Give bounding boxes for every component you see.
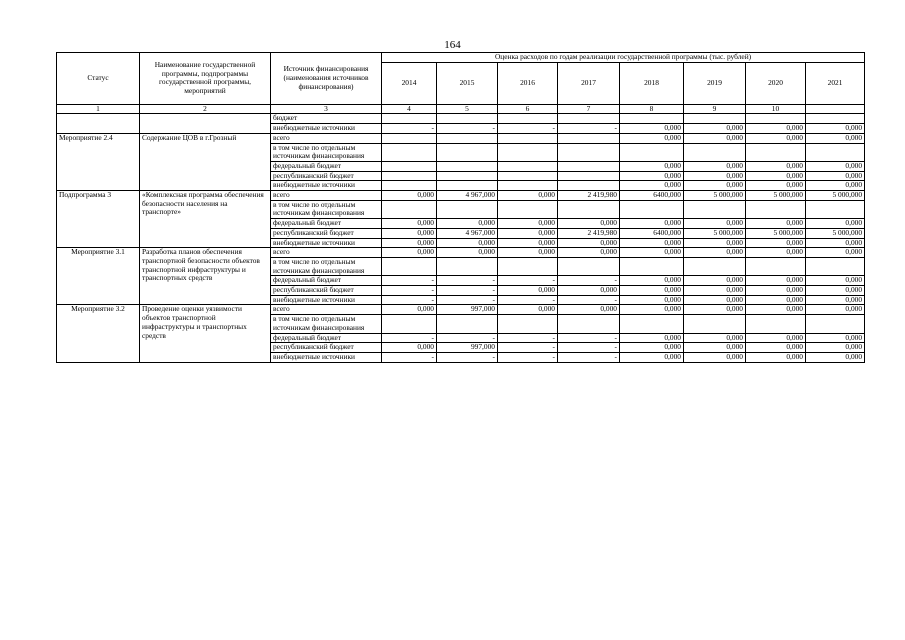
value-cell: [382, 200, 437, 218]
value-cell: 0,000: [382, 305, 437, 315]
source-cell: внебюджетные источники: [271, 352, 382, 362]
value-cell: 0,000: [806, 248, 865, 258]
column-index: 7: [558, 104, 620, 114]
value-cell: 0,000: [806, 181, 865, 191]
value-cell: 0,000: [806, 238, 865, 248]
status-cell: Подпрограмма 3: [57, 191, 140, 248]
column-index: 2: [140, 104, 271, 114]
value-cell: [558, 161, 620, 171]
status-cell: [57, 114, 140, 133]
value-cell: 0,000: [684, 286, 746, 296]
value-cell: [558, 143, 620, 161]
value-cell: [382, 133, 437, 143]
source-cell: внебюджетные источники: [271, 181, 382, 191]
value-cell: 0,000: [806, 333, 865, 343]
value-cell: 0,000: [382, 248, 437, 258]
value-cell: 0,000: [620, 171, 684, 181]
value-cell: -: [558, 295, 620, 305]
value-cell: 0,000: [746, 238, 806, 248]
value-cell: 6400,000: [620, 228, 684, 238]
value-cell: 2 419,980: [558, 228, 620, 238]
value-cell: 0,000: [620, 161, 684, 171]
value-cell: 0,000: [746, 343, 806, 353]
value-cell: [558, 114, 620, 124]
value-cell: 2 419,980: [558, 191, 620, 201]
value-cell: 5 000,000: [684, 228, 746, 238]
value-cell: 0,000: [746, 219, 806, 229]
value-cell: 5 000,000: [806, 228, 865, 238]
value-cell: -: [437, 295, 498, 305]
value-cell: -: [498, 276, 558, 286]
value-cell: 0,000: [498, 191, 558, 201]
source-cell: федеральный бюджет: [271, 219, 382, 229]
value-cell: -: [382, 286, 437, 296]
value-cell: -: [382, 276, 437, 286]
value-cell: [382, 181, 437, 191]
value-cell: [558, 181, 620, 191]
header-estimate: Оценка расходов по годам реализации государственной программы (тыс. рублей): [382, 53, 865, 63]
value-cell: [620, 257, 684, 275]
source-cell: республиканский бюджет: [271, 171, 382, 181]
value-cell: 0,000: [498, 286, 558, 296]
value-cell: [498, 315, 558, 333]
value-cell: 0,000: [382, 219, 437, 229]
table-body: [57, 114, 865, 362]
value-cell: [498, 114, 558, 124]
column-index: 6: [498, 104, 558, 114]
header-year: 2015: [437, 62, 498, 104]
source-cell: всего: [271, 305, 382, 315]
value-cell: [382, 161, 437, 171]
value-cell: 0,000: [437, 248, 498, 258]
source-cell: внебюджетные источники: [271, 238, 382, 248]
value-cell: 0,000: [382, 343, 437, 353]
value-cell: [437, 200, 498, 218]
value-cell: 0,000: [558, 305, 620, 315]
table-row: [57, 305, 865, 315]
value-cell: 0,000: [746, 161, 806, 171]
value-cell: -: [558, 352, 620, 362]
value-cell: 0,000: [746, 333, 806, 343]
value-cell: [558, 257, 620, 275]
value-cell: 0,000: [684, 352, 746, 362]
column-index: 9: [684, 104, 746, 114]
value-cell: 0,000: [806, 295, 865, 305]
value-cell: [684, 315, 746, 333]
header-name: Наименование государственной программы, подпрограммы государственной программы, мероприятий: [140, 53, 271, 105]
value-cell: 0,000: [684, 171, 746, 181]
value-cell: 0,000: [746, 124, 806, 134]
value-cell: 5 000,000: [746, 228, 806, 238]
value-cell: [806, 114, 865, 124]
value-cell: 0,000: [382, 238, 437, 248]
page-number: 164: [444, 39, 461, 51]
value-cell: [684, 143, 746, 161]
value-cell: [437, 315, 498, 333]
value-cell: -: [498, 343, 558, 353]
value-cell: 0,000: [746, 133, 806, 143]
value-cell: 0,000: [620, 276, 684, 286]
value-cell: [558, 200, 620, 218]
table-row: [57, 114, 865, 124]
value-cell: 0,000: [746, 171, 806, 181]
value-cell: 0,000: [684, 181, 746, 191]
value-cell: 0,000: [620, 181, 684, 191]
value-cell: 0,000: [746, 305, 806, 315]
value-cell: 997,000: [437, 343, 498, 353]
value-cell: -: [558, 124, 620, 134]
value-cell: [498, 161, 558, 171]
value-cell: -: [558, 343, 620, 353]
source-cell: республиканский бюджет: [271, 286, 382, 296]
value-cell: 0,000: [620, 343, 684, 353]
column-index: 1: [57, 104, 140, 114]
header-year: 2021: [806, 62, 865, 104]
value-cell: 0,000: [558, 286, 620, 296]
name-cell: Проведение оценки уязвимости объектов транспортной инфраструктуры и транспортных средств: [140, 305, 271, 362]
value-cell: 0,000: [437, 219, 498, 229]
value-cell: 0,000: [684, 133, 746, 143]
value-cell: 0,000: [806, 286, 865, 296]
value-cell: 0,000: [746, 295, 806, 305]
value-cell: 0,000: [806, 171, 865, 181]
value-cell: [382, 171, 437, 181]
source-cell: в том числе по отдельным источникам финансирования: [271, 315, 382, 333]
header-year: 2014: [382, 62, 437, 104]
value-cell: [437, 114, 498, 124]
value-cell: 0,000: [558, 219, 620, 229]
value-cell: [806, 315, 865, 333]
value-cell: [620, 315, 684, 333]
value-cell: 0,000: [746, 352, 806, 362]
source-cell: всего: [271, 191, 382, 201]
value-cell: 0,000: [684, 333, 746, 343]
value-cell: [382, 143, 437, 161]
value-cell: 0,000: [620, 333, 684, 343]
value-cell: 0,000: [382, 191, 437, 201]
value-cell: 0,000: [498, 305, 558, 315]
value-cell: -: [498, 295, 558, 305]
value-cell: [684, 257, 746, 275]
value-cell: 0,000: [437, 238, 498, 248]
value-cell: 5 000,000: [746, 191, 806, 201]
value-cell: [746, 114, 806, 124]
source-cell: в том числе по отдельным источникам финансирования: [271, 257, 382, 275]
value-cell: 0,000: [498, 238, 558, 248]
value-cell: [382, 315, 437, 333]
source-cell: федеральный бюджет: [271, 333, 382, 343]
value-cell: 0,000: [498, 248, 558, 258]
header-status: Статус: [57, 53, 140, 105]
value-cell: 0,000: [684, 248, 746, 258]
value-cell: 0,000: [620, 133, 684, 143]
value-cell: [558, 133, 620, 143]
source-cell: всего: [271, 133, 382, 143]
header-year: 2016: [498, 62, 558, 104]
value-cell: [498, 143, 558, 161]
value-cell: 0,000: [382, 228, 437, 238]
value-cell: 0,000: [558, 248, 620, 258]
value-cell: 0,000: [746, 248, 806, 258]
value-cell: 0,000: [620, 248, 684, 258]
value-cell: 0,000: [684, 124, 746, 134]
value-cell: [746, 200, 806, 218]
column-index: 4: [382, 104, 437, 114]
value-cell: 0,000: [684, 305, 746, 315]
value-cell: [498, 257, 558, 275]
value-cell: 0,000: [684, 295, 746, 305]
value-cell: -: [558, 276, 620, 286]
value-cell: 0,000: [620, 238, 684, 248]
header-source: Источник финансирования (наименования источников финансирования): [271, 53, 382, 105]
value-cell: [558, 315, 620, 333]
value-cell: 0,000: [620, 352, 684, 362]
value-cell: [437, 257, 498, 275]
value-cell: -: [498, 352, 558, 362]
value-cell: 6400,000: [620, 191, 684, 201]
column-index: 10: [746, 104, 806, 114]
value-cell: [382, 114, 437, 124]
value-cell: [684, 114, 746, 124]
value-cell: -: [382, 333, 437, 343]
header-year: 2017: [558, 62, 620, 104]
column-index: 5: [437, 104, 498, 114]
source-cell: республиканский бюджет: [271, 343, 382, 353]
value-cell: 5 000,000: [684, 191, 746, 201]
source-cell: федеральный бюджет: [271, 161, 382, 171]
name-cell: [140, 114, 271, 133]
value-cell: -: [382, 295, 437, 305]
source-cell: федеральный бюджет: [271, 276, 382, 286]
budget-table: [56, 52, 865, 363]
value-cell: [806, 143, 865, 161]
table-row: [57, 191, 865, 201]
value-cell: 0,000: [806, 161, 865, 171]
value-cell: [806, 200, 865, 218]
value-cell: 5 000,000: [806, 191, 865, 201]
name-cell: «Комплексная программа обеспечения безопасности населения на транспорте»: [140, 191, 271, 248]
table-row: [57, 248, 865, 258]
value-cell: [620, 114, 684, 124]
value-cell: 0,000: [684, 238, 746, 248]
value-cell: 0,000: [620, 124, 684, 134]
value-cell: [437, 133, 498, 143]
value-cell: 4 967,000: [437, 228, 498, 238]
value-cell: 0,000: [806, 133, 865, 143]
value-cell: 0,000: [620, 219, 684, 229]
value-cell: [437, 161, 498, 171]
source-cell: внебюджетные источники: [271, 124, 382, 134]
value-cell: 0,000: [620, 295, 684, 305]
value-cell: 0,000: [746, 181, 806, 191]
value-cell: -: [498, 124, 558, 134]
value-cell: [382, 257, 437, 275]
value-cell: 0,000: [684, 276, 746, 286]
source-cell: в том числе по отдельным источникам финансирования: [271, 143, 382, 161]
value-cell: -: [437, 352, 498, 362]
value-cell: [806, 257, 865, 275]
value-cell: 0,000: [806, 124, 865, 134]
header-year: 2020: [746, 62, 806, 104]
value-cell: 0,000: [620, 286, 684, 296]
value-cell: -: [437, 276, 498, 286]
source-cell: республиканский бюджет: [271, 228, 382, 238]
value-cell: 0,000: [806, 219, 865, 229]
column-index: [806, 104, 865, 114]
value-cell: [498, 171, 558, 181]
value-cell: -: [498, 333, 558, 343]
value-cell: [684, 200, 746, 218]
status-cell: Мероприятие 3.1: [57, 248, 140, 305]
column-index: 3: [271, 104, 382, 114]
value-cell: -: [382, 352, 437, 362]
value-cell: -: [437, 333, 498, 343]
value-cell: -: [437, 286, 498, 296]
value-cell: [437, 143, 498, 161]
value-cell: [498, 200, 558, 218]
value-cell: [558, 171, 620, 181]
source-cell: всего: [271, 248, 382, 258]
value-cell: 0,000: [806, 276, 865, 286]
source-cell: в том числе по отдельным источникам финансирования: [271, 200, 382, 218]
value-cell: 0,000: [558, 238, 620, 248]
value-cell: 0,000: [806, 352, 865, 362]
value-cell: 0,000: [684, 343, 746, 353]
table-row: [57, 133, 865, 143]
name-cell: Содержание ЦОВ в г.Грозный: [140, 133, 271, 190]
value-cell: 0,000: [806, 343, 865, 353]
value-cell: 0,000: [684, 161, 746, 171]
header-year: 2019: [684, 62, 746, 104]
source-cell: бюджет: [271, 114, 382, 124]
value-cell: -: [382, 124, 437, 134]
value-cell: 0,000: [684, 219, 746, 229]
value-cell: [498, 133, 558, 143]
value-cell: [437, 171, 498, 181]
value-cell: [620, 143, 684, 161]
header-year: 2018: [620, 62, 684, 104]
status-cell: Мероприятие 2.4: [57, 133, 140, 190]
value-cell: [437, 181, 498, 191]
value-cell: [746, 143, 806, 161]
value-cell: -: [437, 124, 498, 134]
status-cell: Мероприятие 3.2: [57, 305, 140, 362]
value-cell: 0,000: [620, 305, 684, 315]
value-cell: 0,000: [806, 305, 865, 315]
value-cell: [746, 257, 806, 275]
column-index: 8: [620, 104, 684, 114]
value-cell: [498, 181, 558, 191]
value-cell: 0,000: [746, 286, 806, 296]
value-cell: [620, 200, 684, 218]
value-cell: [746, 315, 806, 333]
value-cell: -: [558, 333, 620, 343]
value-cell: 4 967,000: [437, 191, 498, 201]
value-cell: 0,000: [746, 276, 806, 286]
source-cell: внебюджетные источники: [271, 295, 382, 305]
name-cell: Разработка планов обеспечения транспортной безопасности объектов транспортной инфраструктуры и транспортных средств: [140, 248, 271, 305]
value-cell: 0,000: [498, 219, 558, 229]
value-cell: 997,000: [437, 305, 498, 315]
value-cell: 0,000: [498, 228, 558, 238]
